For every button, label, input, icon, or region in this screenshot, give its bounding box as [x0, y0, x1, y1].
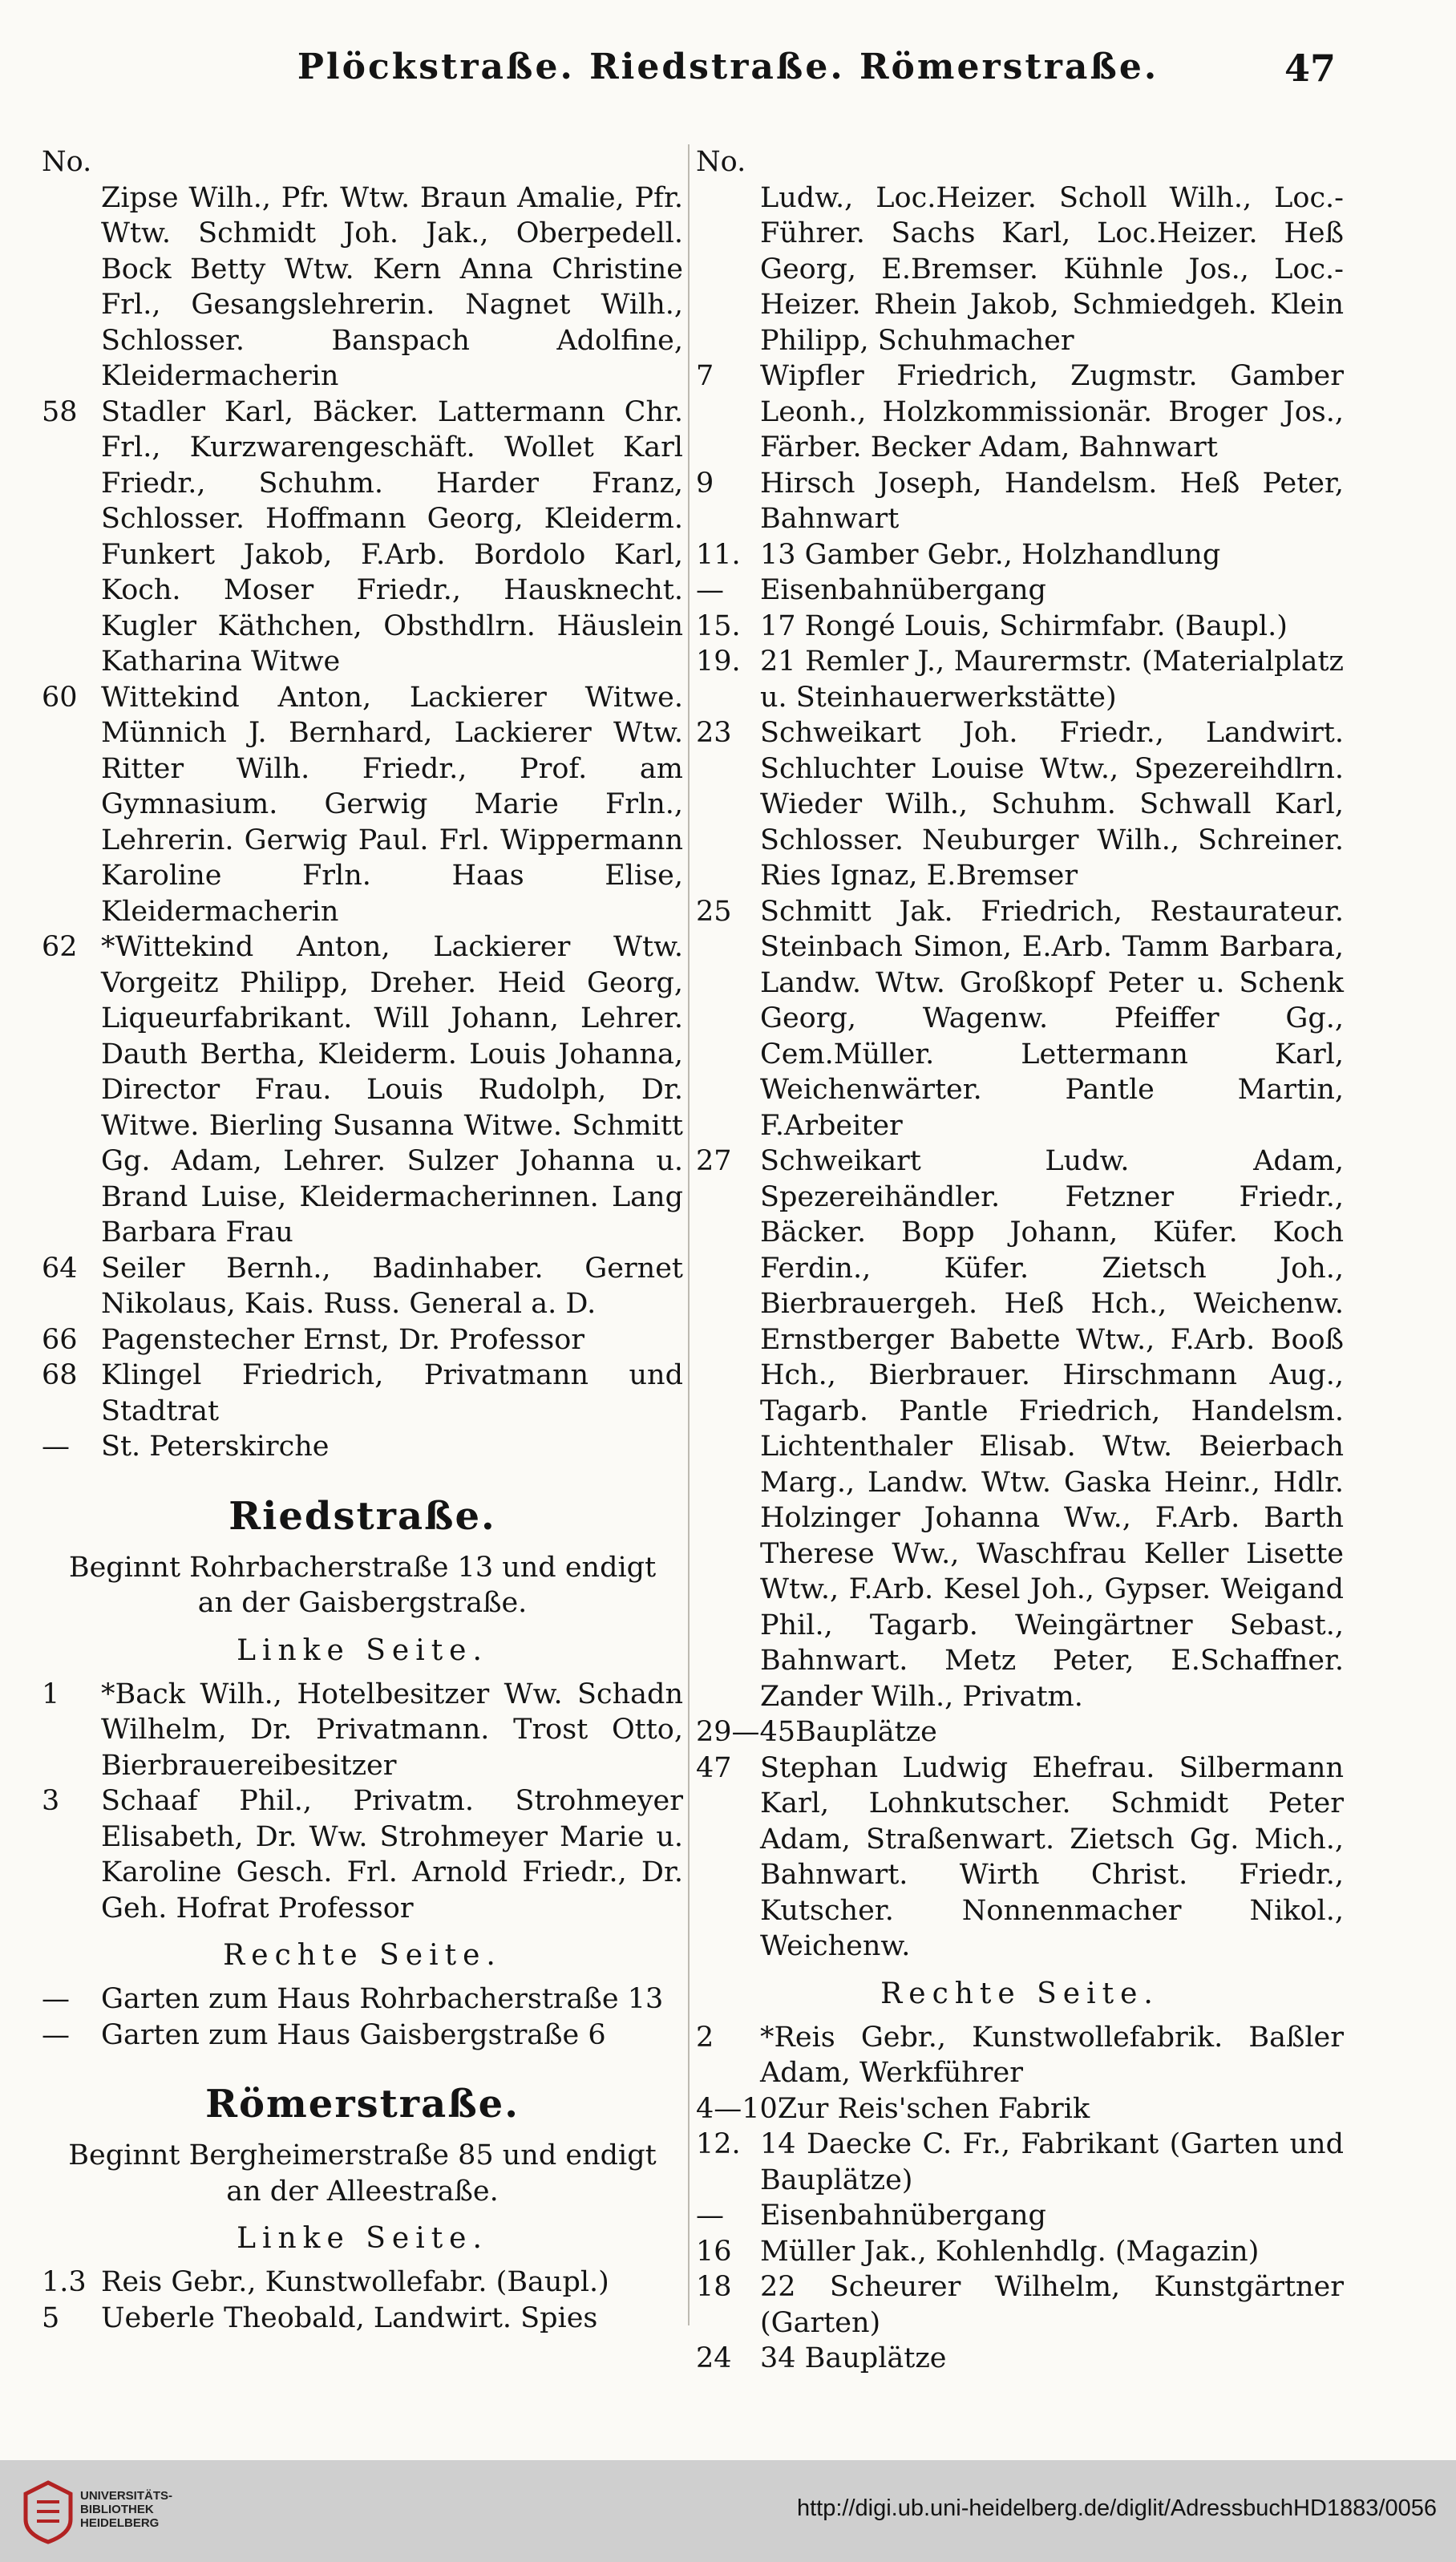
address-entry	[696, 358, 1344, 466]
house-number	[696, 180, 760, 359]
resident-text: Seiler Bernh., Badinhaber. Gernet Nikolaus, Kais. Russ. General a. D.	[101, 1252, 683, 1320]
address-entry	[696, 2341, 1344, 2377]
address-entry	[42, 680, 683, 930]
resident-text: Garten zum Haus Gaisbergstraße 6	[101, 2018, 606, 2051]
house-number: 3	[42, 1785, 60, 1817]
address-entry	[42, 1358, 683, 1429]
resident-text: 22 Scheurer Wilhelm, Kunstgärtner (Garten)	[760, 2271, 1344, 2339]
address-list	[42, 1981, 683, 2053]
resident-text: Schaaf Phil., Privatm. Strohmeyer Elisabeth, Dr. Ww. Strohmeyer Marie u. Karoline Gesch. Frl. Arnold Friedr., Dr. Geh. Hofrat Professor	[101, 1785, 683, 1925]
house-number: 11.	[696, 538, 741, 571]
address-entry	[696, 894, 1344, 1144]
resident-text: 13 Gamber Gebr., Holzhandlung	[760, 538, 1221, 571]
house-number: 9	[696, 467, 714, 500]
address-entry	[696, 180, 1344, 359]
address-entry	[696, 2127, 1344, 2198]
house-number: 47	[696, 1751, 732, 1784]
resident-text: Garten zum Haus Rohrbacherstraße 13	[101, 1983, 664, 2015]
resident-text: Wittekind Anton, Lackierer Witwe. Münnich J. Bernhard, Lackierer Wtw. Ritter Wilh. Friedr., Prof. am Gymnasium. Gerwig Marie Frln., Lehrerin. Gerwig Paul. Frl. Wippermann Karoline Frln. Haas Elise, Kleidermacherin	[101, 681, 683, 928]
house-number: 15.	[696, 609, 741, 642]
house-number: 62	[42, 931, 78, 963]
resident-text: Zipse Wilh., Pfr. Wtw. Braun Amalie, Pfr. Wtw. Schmidt Joh. Jak., Oberpedell. Bock Betty Wtw. Kern Anna Christine Frl., Gesangslehrerin. Nagnet Wilh., Schlosser. Banspach Adolfine, Kleidermacherin	[101, 181, 683, 392]
column-no-label: No.	[696, 146, 746, 178]
resident-text: Wipfler Friedrich, Zugmstr. Gamber Leonh., Holzkommissionär. Broger Jos., Färber. Becker Adam, Bahnwart	[760, 360, 1344, 463]
house-number: —	[696, 574, 724, 606]
house-number: 5	[42, 2301, 60, 2334]
resident-text: 34 Bauplätze	[760, 2342, 947, 2374]
resident-text: *Back Wilh., Hotelbesitzer Ww. Schadn Wilhelm, Dr. Privatmann. Trost Otto, Bierbrauereibesitzer	[101, 1678, 683, 1782]
resident-text: Pagenstecher Ernst, Dr. Professor	[101, 1323, 584, 1356]
resident-text: Reis Gebr., Kunstwollefabr. (Baupl.)	[101, 2266, 609, 2298]
street-title-roemerstrasse: Römerstraße.	[205, 2082, 520, 2127]
address-entry	[42, 1981, 683, 2018]
resident-text: Müller Jak., Kohlenhdlg. (Magazin)	[760, 2235, 1260, 2268]
address-entry	[42, 2018, 683, 2054]
address-entry	[42, 1322, 683, 1358]
resident-text: *Reis Gebr., Kunstwollefabrik. Baßler Adam, Werkführer	[760, 2021, 1344, 2089]
page-number: 47	[1284, 47, 1336, 90]
address-list	[42, 1677, 683, 1927]
resident-text: Klingel Friedrich, Privatmann und Stadtrat	[101, 1359, 683, 1427]
address-list	[696, 180, 1344, 1965]
resident-text: Stephan Ludwig Ehefrau. Silbermann Karl, Lohnkutscher. Schmidt Peter Adam, Straßenwart. Zietsch Gg. Mich., Bahnwart. Wirth Christ. Friedr., Kutscher. Nonnenmacher Nikol., Weichenw.	[760, 1751, 1344, 1962]
street-description: Beginnt Rohrbacherstraße 13 und endigt an der Gaisbergstraße.	[68, 1551, 657, 1619]
address-entry	[696, 2234, 1344, 2270]
resident-text: 17 Rongé Louis, Schirmfabr. (Baupl.)	[760, 609, 1288, 642]
house-number: 1.3	[42, 2266, 87, 2298]
resident-text: Bauplätze	[795, 1716, 937, 1748]
resident-text: *Wittekind Anton, Lackierer Wtw. Vorgeitz Philipp, Dreher. Heid Georg, Liqueurfabrikant. Will Johann, Lehrer. Dauth Bertha, Kleiderm. Louis Johanna, Director Frau. Louis Rudolph, Dr. Witwe. Bierling Susanna Witwe. Schmitt Gg. Adam, Lehrer. Sulzer Johanna u. Brand Luise, Kleidermacherinnen. Lang Barbara Frau	[101, 931, 683, 1249]
resident-text: Zur Reis'schen Fabrik	[777, 2092, 1090, 2125]
house-number: 18	[696, 2271, 732, 2303]
address-entry	[42, 2301, 683, 2337]
house-number: 1	[42, 1678, 60, 1710]
side-heading-right: Rechte Seite.	[880, 1977, 1159, 2010]
address-entry	[42, 929, 683, 1251]
resident-text: Eisenbahnübergang	[760, 574, 1046, 606]
address-entry	[42, 1429, 683, 1465]
address-entry	[696, 1143, 1344, 1714]
resident-text: 21 Remler J., Maurermstr. (Materialplatz u. Steinhauerwerkstätte)	[760, 646, 1344, 714]
resident-text: Stadler Karl, Bäcker. Lattermann Chr. Frl., Kurzwarengeschäft. Wollet Karl Friedr., Schuhm. Harder Franz, Schlosser. Hoffmann Georg, Kleiderm. Funkert Jakob, F.Arb. Bordolo Karl, Koch. Moser Friedr., Hausknecht. Kugler Käthchen, Obsthdlrn. Häuslein Katharina Witwe	[101, 395, 683, 678]
house-number: 58	[42, 395, 78, 428]
address-entry	[696, 2198, 1344, 2234]
resident-text: 14 Daecke C. Fr., Fabrikant (Garten und Bauplätze)	[760, 2128, 1344, 2196]
house-number: —	[696, 2200, 724, 2232]
column-divider	[688, 144, 690, 2325]
address-entry	[42, 180, 683, 395]
address-list	[42, 180, 683, 1465]
house-number: —	[42, 1431, 70, 1463]
footer-bar	[0, 2460, 1456, 2562]
address-entry	[696, 609, 1344, 645]
address-entry	[696, 466, 1344, 537]
street-description: Beginnt Bergheimerstraße 85 und endigt an der Alleestraße.	[68, 2139, 657, 2208]
address-entry	[696, 573, 1344, 609]
university-logo-icon	[16, 2478, 80, 2545]
house-number: —	[42, 1983, 70, 2015]
house-number: 16	[696, 2235, 732, 2268]
resident-text: St. Peterskirche	[101, 1431, 330, 1463]
right-column	[696, 144, 1344, 2377]
address-entry	[42, 395, 683, 680]
resident-text: Schweikart Ludw. Adam, Spezereihändler. Fetzner Friedr., Bäcker. Bopp Johann, Küfer. Koch Ferdin., Küfer. Zietsch Joh., Bierbrauergeh. Heß Hch., Weichenw. Ernstberger Babette Wtw., F.Arb. Booß Hch., Bierbrauer. Hirschmann Aug., Tagarb. Pantle Friedrich, Handelsm. Lichtenthaler Elisab. Wtw. Beierbach Marg., Landw. Wtw. Gaska Heinr., Hdlr. Holzinger Johanna Ww., F.Arb. Barth Therese Ww., Waschfrau Keller Lisette Wtw., F.Arb. Kesel Joh., Gypser. Weigand Phil., Tagarb. Weingärtner Sebast., Bahnwart. Metz Peter, E.Schaffner. Zander Wilh., Privatm.	[760, 1145, 1344, 1713]
house-number: 27	[696, 1145, 732, 1177]
house-number: 29—45	[696, 1716, 796, 1748]
resident-text: Eisenbahnübergang	[760, 2200, 1046, 2232]
house-number: 68	[42, 1359, 78, 1391]
address-entry	[42, 1783, 683, 1926]
address-entry	[696, 2269, 1344, 2341]
page-header	[0, 47, 1456, 103]
address-entry	[42, 1677, 683, 1784]
resident-text: Ludw., Loc.Heizer. Scholl Wilh., Loc.-Führer. Sachs Karl, Loc.Heizer. Heß Georg, E.Bremser. Kühnle Jos., Loc.-Heizer. Rhein Jakob, Schmiedgeh. Klein Philipp, Schuhmacher	[760, 181, 1344, 357]
address-entry	[696, 1714, 1344, 1750]
house-number: 64	[42, 1252, 78, 1285]
house-number: —	[42, 2018, 70, 2051]
address-entry	[696, 2091, 1344, 2127]
column-no-label: No.	[42, 146, 92, 178]
side-heading-left: Linke Seite.	[237, 2222, 488, 2255]
address-entry	[696, 2020, 1344, 2091]
house-number: 25	[696, 895, 732, 928]
address-entry	[696, 644, 1344, 715]
house-number: 4—10	[696, 2092, 778, 2125]
resident-text: Schweikart Joh. Friedr., Landwirt. Schluchter Louise Wtw., Spezereihdlrn. Wieder Wilh., Schuhm. Schwall Karl, Schlosser. Neuburger Wilh., Schreiner. Ries Ignaz, E.Bremser	[760, 717, 1344, 892]
resident-text: Schmitt Jak. Friedrich, Restaurateur. Steinbach Simon, E.Arb. Tamm Barbara, Landw. Wtw. Großkopf Peter u. Schenk Georg, Wagenw. Pfeiffer Gg., Cem.Müller. Lettermann Karl, Weichenwärter. Pantle Martin, F.Arbeiter	[760, 895, 1344, 1142]
running-head: Plöckstraße. Riedstraße. Römerstraße.	[297, 47, 1159, 87]
house-number: 2	[696, 2021, 714, 2054]
address-entry	[42, 2265, 683, 2301]
source-url-link[interactable]: http://digi.ub.uni-heidelberg.de/diglit/AdressbuchHD1883/0056	[796, 2495, 1437, 2521]
resident-text: Ueberle Theobald, Landwirt. Spies	[101, 2301, 598, 2334]
library-name: UNIVERSITÄTS- BIBLIOTHEK HEIDELBERG	[80, 2489, 173, 2530]
house-number: 7	[696, 360, 714, 392]
street-title-riedstrasse: Riedstraße.	[229, 1493, 496, 1539]
address-entry	[696, 715, 1344, 894]
side-heading-right: Rechte Seite.	[223, 1939, 502, 1972]
side-heading-left: Linke Seite.	[237, 1633, 488, 1667]
address-list	[696, 2020, 1344, 2377]
house-number: 24	[696, 2342, 732, 2374]
resident-text: Hirsch Joseph, Handelsm. Heß Peter, Bahnwart	[760, 467, 1344, 535]
address-entry	[696, 537, 1344, 573]
address-entry	[696, 1750, 1344, 1965]
house-number: 66	[42, 1323, 78, 1356]
address-entry	[42, 1251, 683, 1322]
house-number: 12.	[696, 2128, 741, 2160]
left-column	[42, 144, 683, 2336]
house-number: 23	[696, 717, 732, 749]
house-number	[42, 180, 101, 395]
house-number: 19.	[696, 646, 741, 678]
address-list	[42, 2265, 683, 2336]
house-number: 60	[42, 681, 78, 714]
